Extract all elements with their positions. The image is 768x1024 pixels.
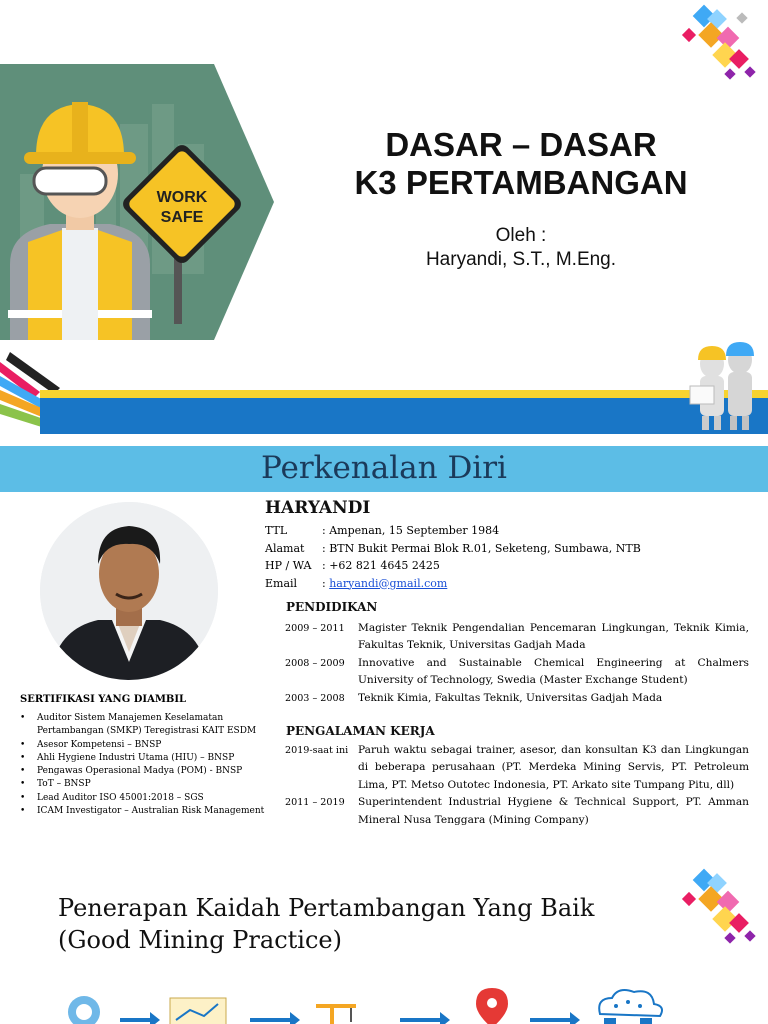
main-title-line2: K3 PERTAMBANGAN [354,164,688,201]
education-year: 2009 – 2011 [285,623,345,634]
slide-gap [0,434,768,446]
cert-item: • Asesor Kompetensi – BNSP [20,739,270,752]
cert-heading: SERTIFIKASI YANG DIAMBIL [20,694,187,705]
experience-desc: Paruh waktu sebagai trainer, asesor, dan konsultan K3 dan Lingkungan di beberapa perusahaan (PT. Merdeka Mining Servis, PT. Petroleum Lima, PT. Metso Outotec Indonesia, PT. Arkato site Tumpang Pitu, dll) [358,744,749,791]
experience-heading: PENGALAMAN KERJA [286,724,435,738]
decorative-cubes-icon [676,864,768,948]
intro-slide [0,446,768,846]
bio-value: : BTN Bukit Permai Blok R.01, Seketeng, Sumbawa, NTB [322,541,641,555]
bio-label: Alamat [265,541,305,555]
cert-item: • ICAM Investigator – Australian Risk Management [20,805,270,818]
cert-item: • Pengawas Operasional Madya (POM) - BNSP [20,765,270,778]
sign-text-line2: SAFE [160,209,204,226]
experience-list [285,742,749,829]
education-year: 2008 – 2009 [285,657,345,669]
main-title-line1: DASAR – DASAR [385,126,657,163]
person-portrait-icon [40,502,218,680]
chart-document-icon [170,998,226,1024]
footer-stripe-yellow [40,390,768,398]
bio-details [265,522,641,592]
bio-value: : Ampenan, 15 September 1984 [322,524,500,537]
bio-row [265,557,641,575]
cert-item: • Ahli Hygiene Industri Utama (HIU) – BNSP [20,752,270,765]
footer-stripe-blue [40,398,768,434]
bio-label: TTL [265,524,288,537]
bio-value [322,575,447,593]
cert-list [20,712,270,818]
bio-label: Email [265,576,298,590]
cert-item: • Lead Auditor ISO 45001:2018 – SGS [20,792,270,805]
arrow-icon [400,1012,450,1024]
bio-label: HP / WA [265,559,312,572]
bio-row [265,540,641,558]
author-block [326,224,716,272]
email-prefix: : [322,576,330,590]
education-item [285,620,749,655]
main-title [326,126,716,202]
education-list [285,620,749,707]
sign-text-line1: WORK [156,189,208,206]
experience-year: 2011 – 2019 [285,797,345,809]
by-label: Oleh : [495,225,547,246]
workers-helmet-icon [686,338,762,432]
gmp-slide [0,860,768,1024]
cloud-network-icon [599,990,662,1024]
location-pin-icon [476,988,508,1024]
process-flow-icons [0,984,768,1024]
gmp-title-line1: Penerapan Kaidah Pertambangan Yang Baik [58,894,595,922]
education-desc: Teknik Kimia, Fakultas Teknik, Universitas Gadjah Mada [358,691,663,704]
author-name: Haryandi, S.T., M.Eng. [425,249,617,270]
experience-year: 2019-saat ini [285,745,349,756]
arrow-icon [530,1012,580,1024]
education-item [285,690,749,707]
experience-item [285,742,749,794]
education-desc: Magister Teknik Pengendalian Pencemaran Lingkungan, Teknik Kimia, Fakultas Teknik, Universitas Gadjah Mada [358,622,749,652]
arrow-icon [250,1012,300,1024]
experience-item [285,794,749,829]
gmp-title-line2: (Good Mining Practice) [58,926,342,954]
experience-desc: Superintendent Industrial Hygiene & Technical Support, PT. Amman Mineral Nusa Tenggara (Mining Company) [358,796,749,826]
profile-name: HARYANDI [265,498,371,518]
magnifier-icon [68,996,100,1024]
title-slide [0,0,768,434]
cert-item: • ToT – BNSP [20,778,270,791]
bio-row [265,575,641,593]
education-desc: Innovative and Sustainable Chemical Engineering at Chalmers University of Technology, Swedia (Master Exchange Student) [358,656,749,687]
education-heading: PENDIDIKAN [286,600,378,614]
email-link[interactable]: haryandi@gmail.com [329,576,448,590]
arrow-icon [120,1012,160,1024]
crane-icon [316,1004,356,1024]
gmp-title [58,892,658,956]
slide-gap [0,846,768,860]
cert-item: • Auditor Sistem Manajemen Keselamatan Pertambangan (SMKP) Teregistrasi KAIT ESDM [20,712,270,739]
education-year: 2003 – 2008 [285,692,345,704]
decorative-cubes-icon [676,0,768,84]
intro-title: Perkenalan Diri [261,450,507,486]
worker-safety-illustration [0,64,274,340]
profile-photo [40,502,218,680]
education-item [285,655,749,690]
bio-value: : +62 821 4645 2425 [322,559,440,572]
bio-row [265,522,641,540]
